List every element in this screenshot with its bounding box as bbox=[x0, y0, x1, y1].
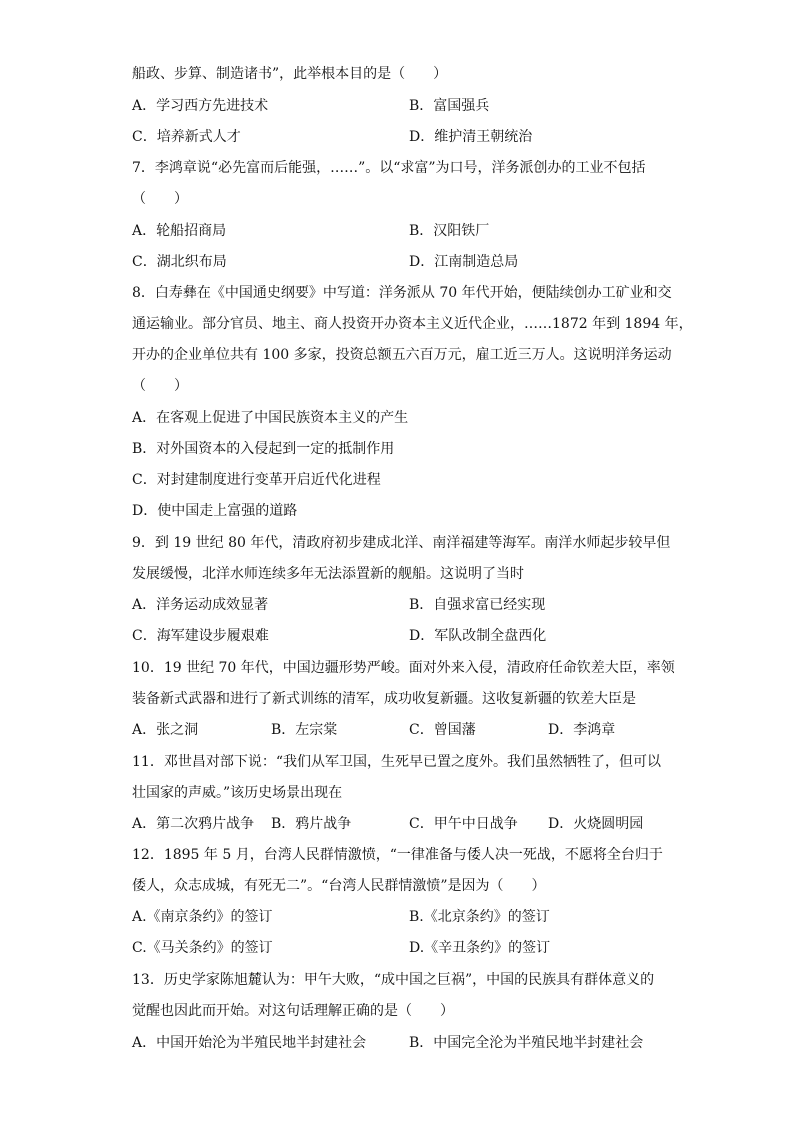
question-line-q8-b: B．对外国资本的入侵起到一定的抵制作用 bbox=[132, 441, 395, 457]
option-left: C．海军建设步履艰难 bbox=[132, 628, 269, 644]
question-line-q13-stem-2: 觉醒也因此而开始。对这句话理解正确的是（ ） bbox=[132, 1003, 454, 1019]
question-line-q7-stem-1: 7．李鸿章说“必先富而后能强，……”。以“求富”为口号，洋务派创办的工业不包括 bbox=[132, 160, 646, 176]
option-left: A．学习西方先进技术 bbox=[132, 98, 269, 114]
option-right: B.《北京条约》的签订 bbox=[409, 909, 550, 925]
option-left: A．轮船招商局 bbox=[132, 223, 227, 239]
option-right: D.《辛丑条约》的签订 bbox=[409, 940, 551, 956]
question-line-q8-a: A．在客观上促进了中国民族资本主义的产生 bbox=[132, 410, 409, 426]
option-right: B．中国完全沦为半殖民地半封建社会 bbox=[409, 1035, 644, 1051]
option-d: D．李鸿章 bbox=[548, 722, 616, 738]
question-line-q9-stem-2: 发展缓慢，北洋水师连续多年无法添置新的舰船。这说明了当时 bbox=[132, 566, 524, 582]
option-right: B．汉阳铁厂 bbox=[409, 223, 490, 239]
option-c: C．曾国藩 bbox=[409, 722, 476, 738]
option-right: D．维护清王朝统治 bbox=[409, 129, 533, 145]
option-left: A.《南京条约》的签订 bbox=[132, 909, 273, 925]
question-line-q9-stem-1: 9．到 19 世纪 80 年代，清政府初步建成北洋、南洋福建等海军。南洋水师起步较早但 bbox=[132, 535, 671, 551]
option-left: A．中国开始沦为半殖民地半封建社会 bbox=[132, 1035, 367, 1051]
question-line-q11-stem-2: 壮国家的声威。”该历史场景出现在 bbox=[132, 785, 343, 801]
question-line-q10-stem-1: 10．19 世纪 70 年代，中国边疆形势严峻。面对外来入侵，清政府任命钦差大臣，率领 bbox=[132, 660, 675, 676]
question-line-q8-d: D．使中国走上富强的道路 bbox=[132, 503, 298, 519]
option-d: D．火烧圆明园 bbox=[548, 816, 644, 832]
question-line-q11-stem-1: 11．邓世昌对部下说：“我们从军卫国，生死早已置之度外。我们虽然牺牲了，但可以 bbox=[132, 754, 661, 770]
option-right: D．军队改制全盘西化 bbox=[409, 628, 547, 644]
question-line-q8-stem-2: 通运输业。部分官员、地主、商人投资开办资本主义近代企业，……1872 年到 1894 年， bbox=[132, 316, 693, 332]
question-line-q10-stem-2: 装备新式武器和进行了新式训练的清军，成功收复新疆。这收复新疆的钦差大臣是 bbox=[132, 691, 636, 707]
question-line-q8-stem-3: 开办的企业单位共有 100 多家，投资总额五六百万元，雇工近三万人。这说明洋务运动 bbox=[132, 347, 672, 363]
option-right: B．自强求富已经实现 bbox=[409, 597, 546, 613]
option-left: C.《马关条约》的签订 bbox=[132, 940, 273, 956]
question-line-q6-tail: 船政、步算、制造诸书”，此举根本目的是（ ） bbox=[132, 66, 448, 82]
option-a: A．张之洞 bbox=[132, 722, 199, 738]
option-c: C．甲午中日战争 bbox=[409, 816, 518, 832]
question-line-q13-stem-1: 13．历史学家陈旭麓认为：甲午大败，“成中国之巨祸”，中国的民族具有群体意义的 bbox=[132, 972, 655, 988]
option-b: B．左宗棠 bbox=[271, 722, 338, 738]
option-right: D．江南制造总局 bbox=[409, 254, 519, 270]
option-left: C．培养新式人才 bbox=[132, 129, 241, 145]
question-line-q8-stem-4: （ ） bbox=[132, 378, 188, 394]
question-line-q8-stem-1: 8．白寿彝在《中国通史纲要》中写道：洋务派从 70 年代开始，便陆续创办工矿业和交 bbox=[132, 285, 672, 301]
question-line-q12-stem-1: 12．1895 年 5 月，台湾人民群情激愤，“一律准备与倭人决一死战，不愿将全台归于 bbox=[132, 847, 663, 863]
question-line-q12-stem-2: 倭人，众志成城，有死无二”。“台湾人民群情激愤”是因为（ ） bbox=[132, 878, 546, 894]
option-b: B．鸦片战争 bbox=[271, 816, 352, 832]
option-a: A．第二次鸦片战争 bbox=[132, 816, 255, 832]
question-line-q8-c: C．对封建制度进行变革开启近代化进程 bbox=[132, 472, 381, 488]
option-right: B．富国强兵 bbox=[409, 98, 490, 114]
option-left: C．湖北织布局 bbox=[132, 254, 227, 270]
question-line-q7-stem-2: （ ） bbox=[132, 191, 188, 207]
option-left: A．洋务运动成效显著 bbox=[132, 597, 269, 613]
